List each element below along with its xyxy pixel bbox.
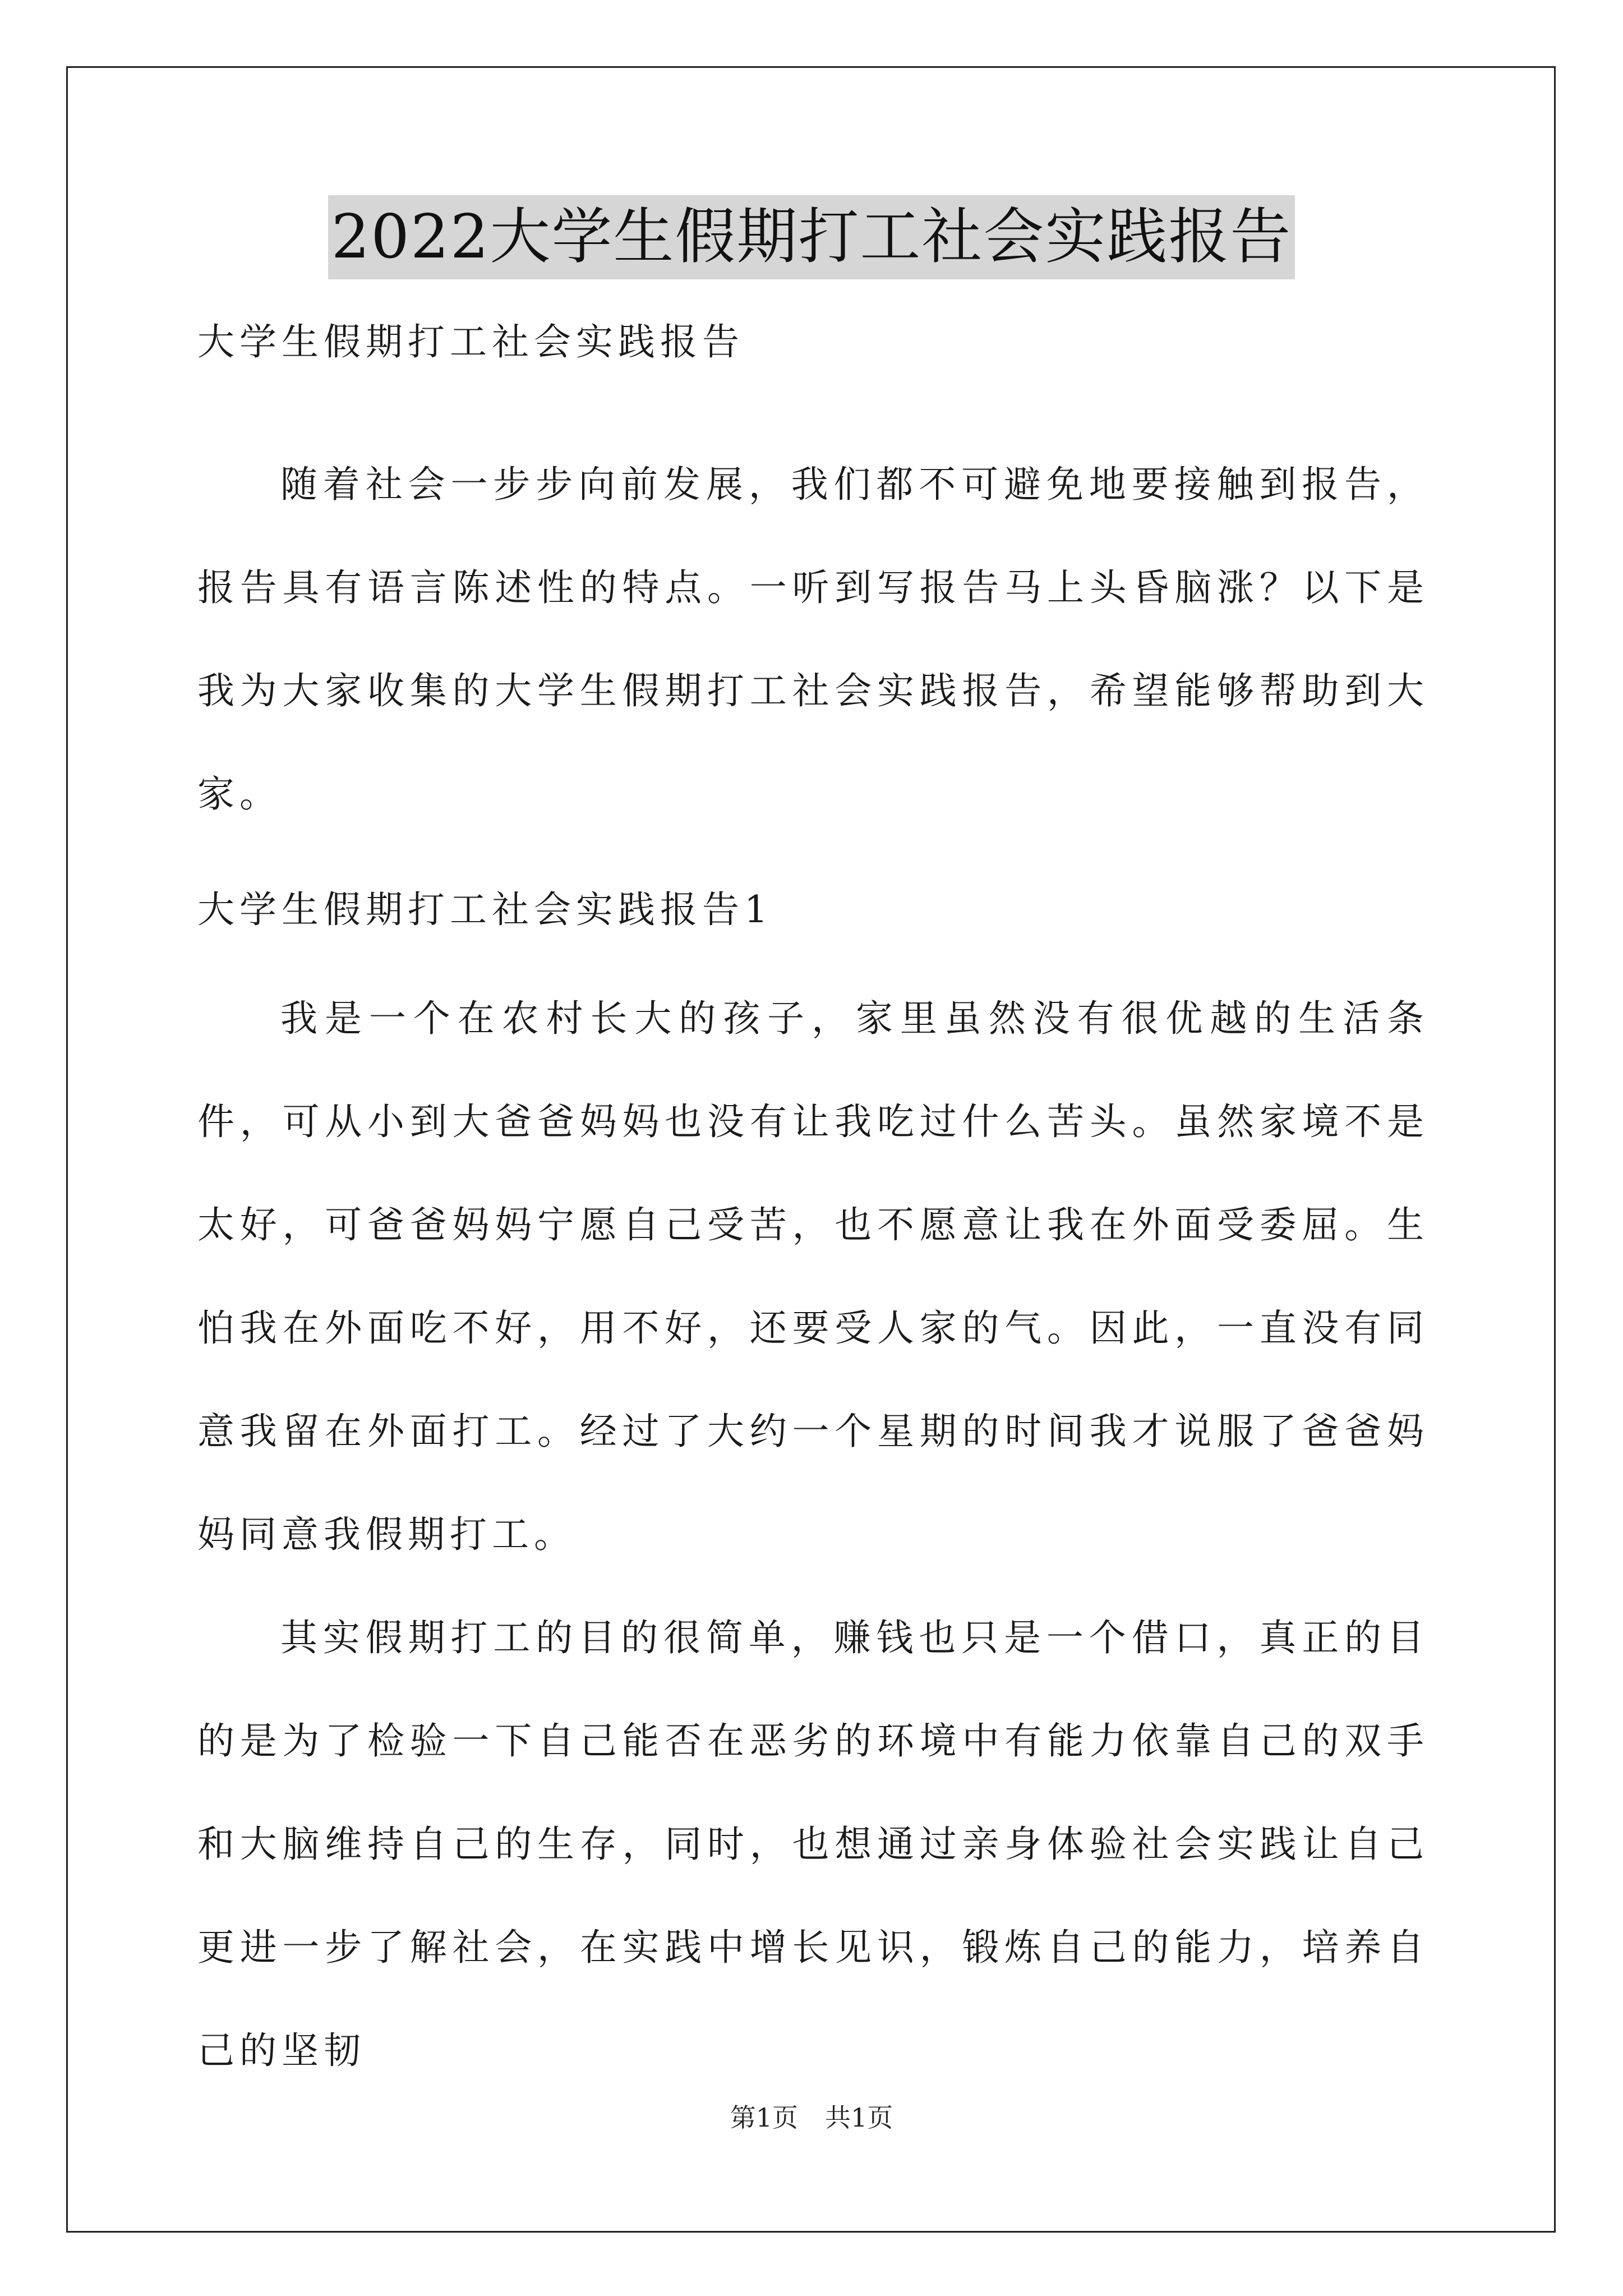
body-paragraph: 其实假期打工的目的很简单，赚钱也只是一个借口，真正的目的是为了检验一下自己能否在恶劣的环境中有能力依靠自己的双手和大脑维持自己的生存，同时，也想通过亲身体验社会实践让自己更进一步了解社会，在实践中增长见识，锻炼自己的能力，培养自己的坚韧 (197, 1616, 1429, 2072)
body-paragraph: 我是一个在农村长大的孩子，家里虽然没有很优越的生活条件，可从小到大爸爸妈妈也没有让我吃过什么苦头。虽然家境不是太好，可爸爸妈妈宁愿自己受苦，也不愿意让我在外面受委屈。生怕我在外面吃不好，用不好，还要受人家的气。因此，一直没有同意我留在外面打工。经过了大约一个星期的时间我才说服了爸爸妈妈同意我假期打工。 (197, 997, 1429, 1556)
title-container (0, 195, 1623, 279)
document-subtitle: 大学生假期打工社会实践报告 (197, 320, 744, 364)
page-footer (0, 2101, 1623, 2134)
section-heading: 大学生假期打工社会实践报告1 (197, 888, 773, 931)
page-number: 第1页 (730, 2102, 798, 2133)
intro-paragraph: 随着社会一步步向前发展，我们都不可避免地要接触到报告，报告具有语言陈述性的特点。一听到写报告马上头昏脑涨？以下是我为大家收集的大学生假期打工社会实践报告，希望能够帮助到大家。 (197, 463, 1429, 816)
document-title: 2022大学生假期打工社会实践报告 (328, 195, 1295, 279)
page-total: 共1页 (825, 2102, 893, 2133)
